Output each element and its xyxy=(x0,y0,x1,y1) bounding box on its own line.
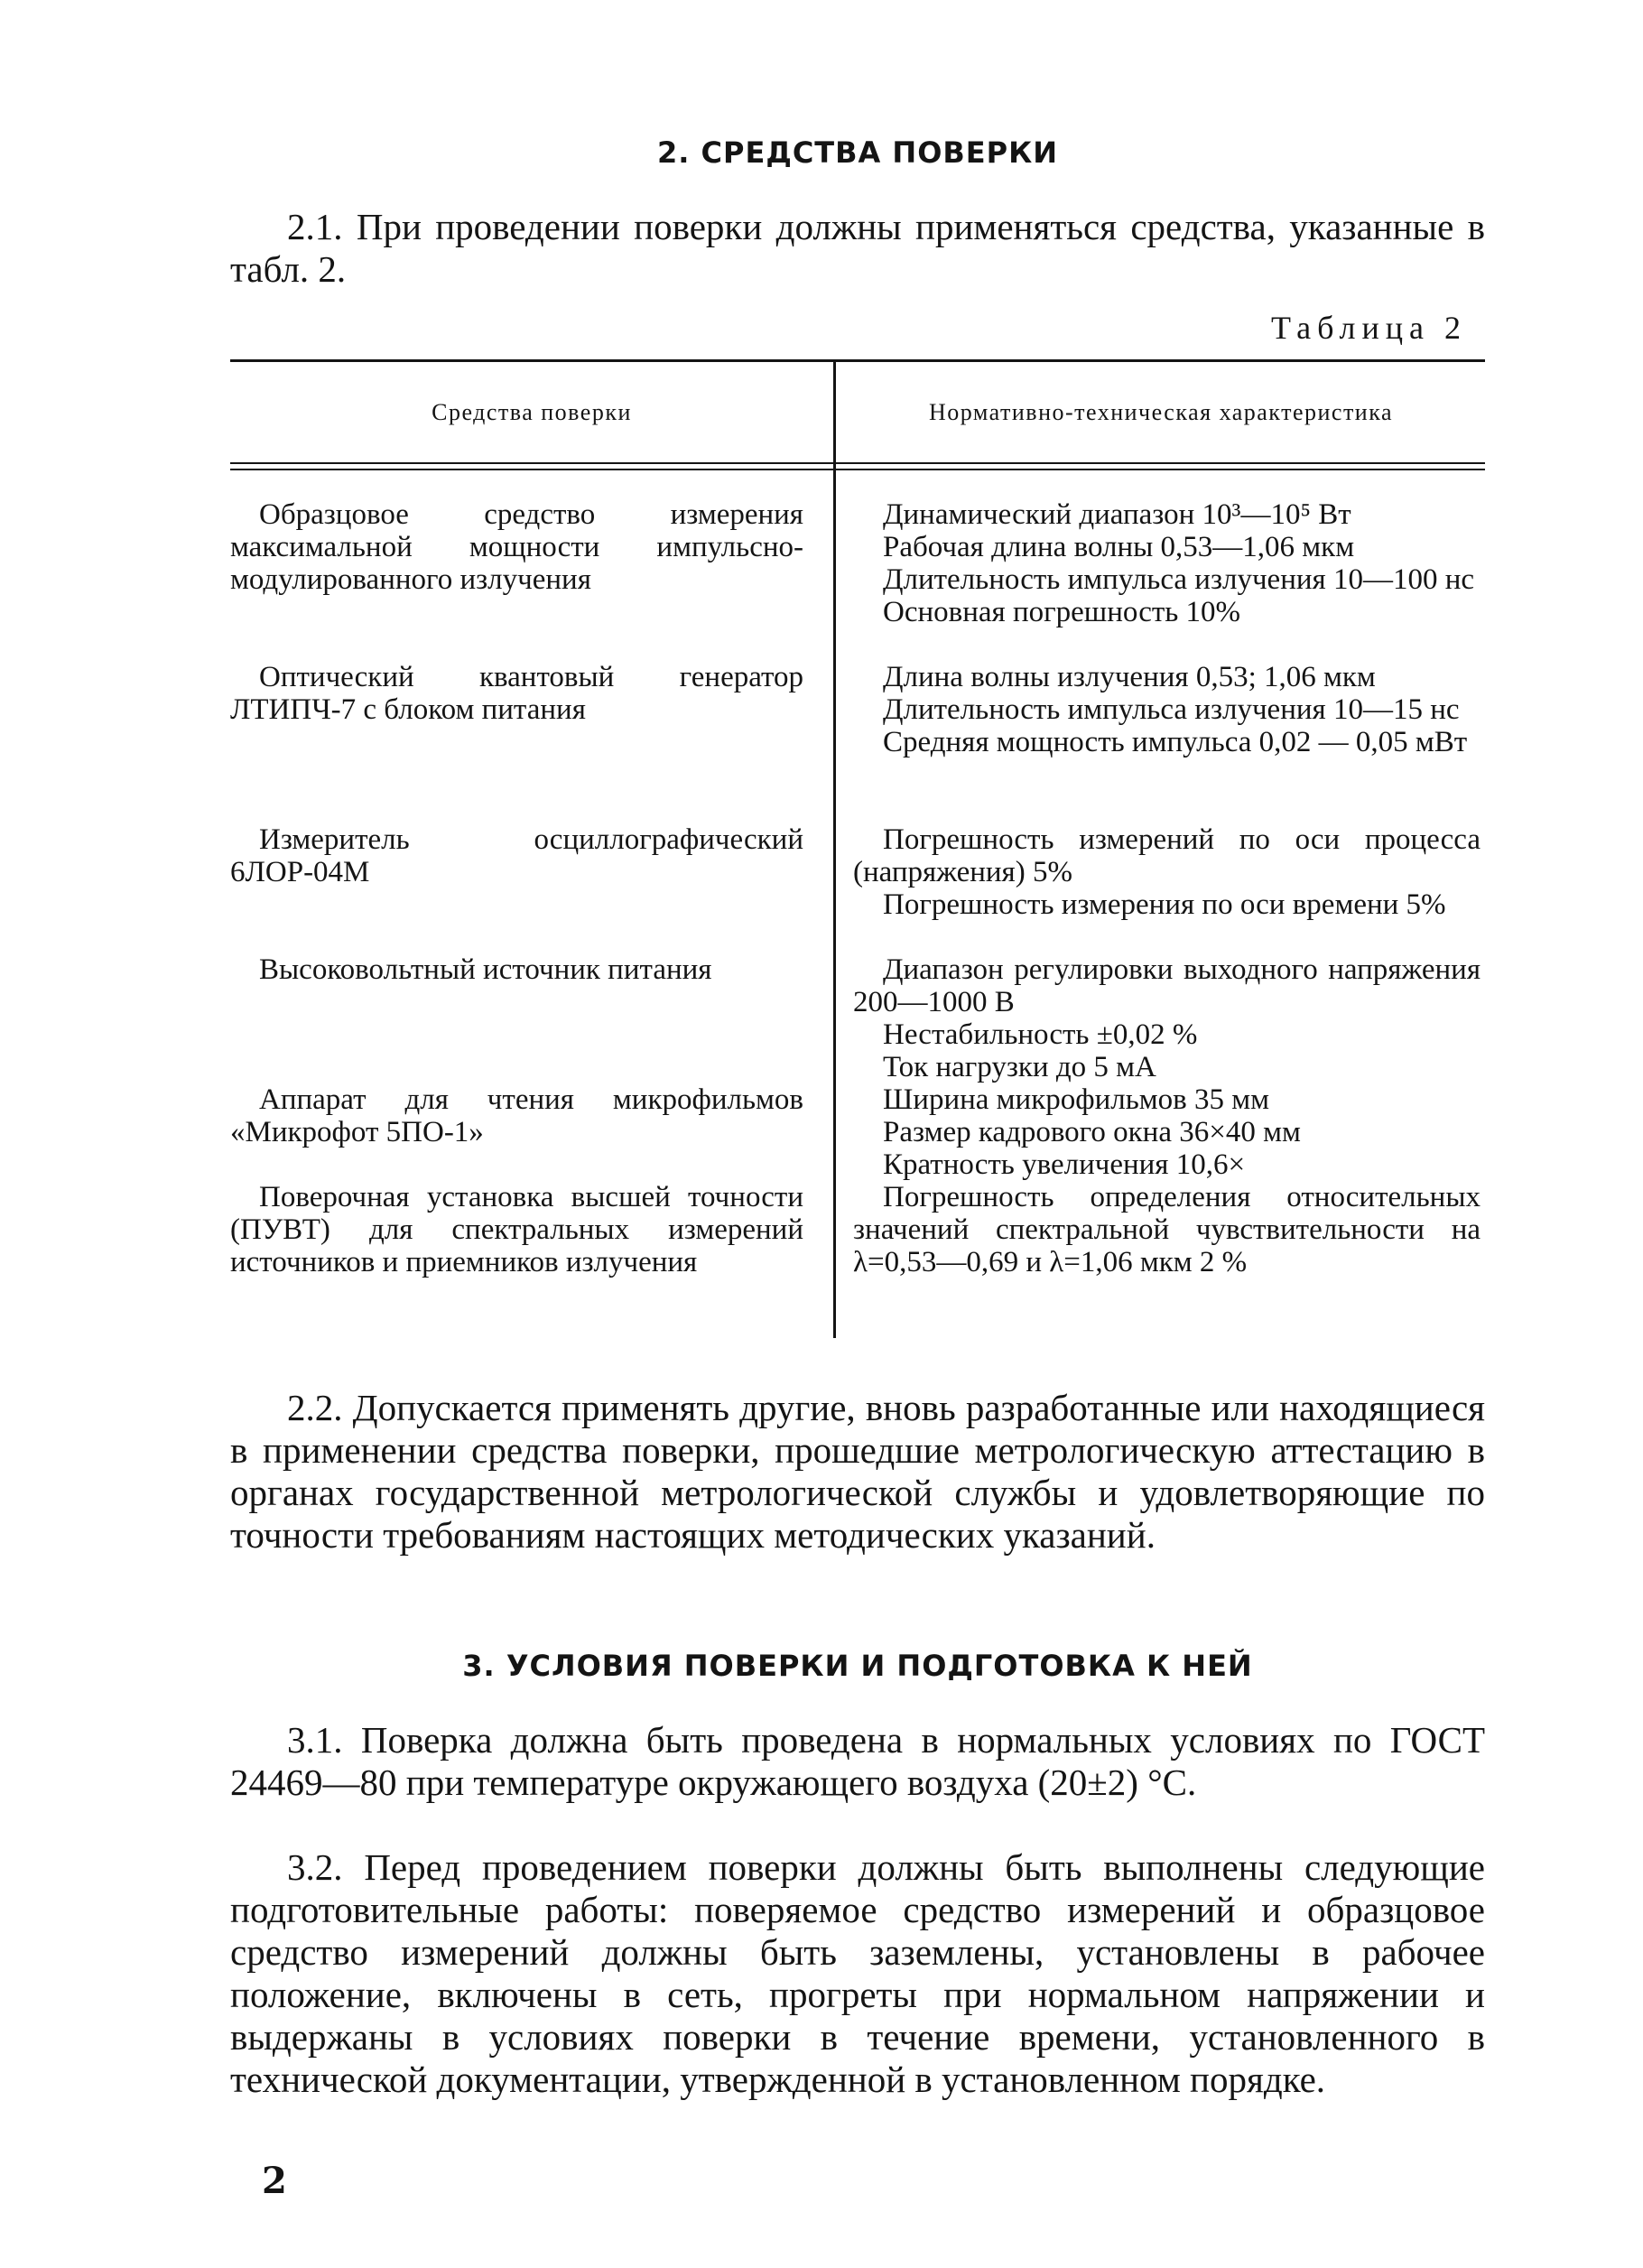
spec-line: Ток нагрузки до 5 мА xyxy=(883,1051,1156,1083)
paragraph-3-2: 3.2. Перед проведением поверки должны быть выполнены следующие подготовительные работы: поверяемое средство измерений и образцовое средство измерений должны быть заземлены, установлены в рабочее положение, включены в сеть, прогреты при нормальном напряжении и выдержаны в условиях поверки в течение времени, установленного в технической документации, утвержденной в установленном порядке. xyxy=(230,1846,1485,2100)
section-3-title: 3. УСЛОВИЯ ПОВЕРКИ И ПОДГОТОВКА К НЕЙ xyxy=(462,1649,1253,1683)
spec-line: Погрешность измерений по оси процесса (напряжения) 5% xyxy=(853,823,1481,888)
table-row-instrument: Измеритель осциллографический 6ЛОР-04М xyxy=(230,823,803,888)
spec-line: Размер кадрового окна 36×40 мм xyxy=(883,1116,1301,1148)
section-2-title: 2. СРЕДСТВА ПОВЕРКИ xyxy=(656,135,1059,170)
spec-line: Основная погрешность 10% xyxy=(883,596,1241,628)
table-row-specs xyxy=(853,1181,1481,1278)
spec-line: Диапазон регулировки выходного напряжения 200—1000 В xyxy=(853,953,1481,1018)
table-row-specs xyxy=(853,661,1481,758)
spec-line: Кратность увеличения 10,6× xyxy=(883,1148,1246,1181)
spec-line: Длительность импульса излучения 10—100 нс xyxy=(883,563,1475,596)
table-row-specs xyxy=(853,953,1481,1083)
spec-line: Погрешность определения относительных значений спектральной чувствительности на λ=0,53—0,69 и λ=1,06 мкм 2 % xyxy=(853,1181,1481,1278)
table-column-divider xyxy=(833,361,836,1338)
spec-line: Нестабильность ±0,02 % xyxy=(883,1018,1198,1051)
spec-line: Погрешность измерения по оси времени 5% xyxy=(883,888,1446,921)
table-row-instrument: Оптический квантовый генератор ЛТИПЧ-7 с блоком питания xyxy=(230,661,803,726)
paragraph-2-1: 2.1. При проведении поверки должны применяться средства, указанные в табл. 2. xyxy=(230,206,1485,290)
spec-line: Ширина микрофильмов 35 мм xyxy=(883,1083,1270,1116)
table-row-specs xyxy=(853,823,1481,921)
table-caption: Таблица 2 xyxy=(1271,310,1467,346)
table-header-instrument: Средства поверки xyxy=(432,399,632,425)
spec-line: Рабочая длина волны 0,53—1,06 мкм xyxy=(883,531,1355,563)
table-row-instrument: Высоковольтный источник питания xyxy=(259,953,712,986)
spec-line: Динамический диапазон 10³—10⁵ Вт xyxy=(883,498,1351,531)
table-header-specs: Нормативно-техническая характеристика xyxy=(928,399,1394,425)
spec-line: Средняя мощность импульса 0,02 — 0,05 мВт xyxy=(883,726,1468,758)
table-row-instrument: Образцовое средство измерения максимальной мощности импульсно-модулированного излучения xyxy=(230,498,803,596)
page-number: 2 xyxy=(262,2160,287,2202)
table-header-rule-1 xyxy=(230,462,1485,464)
paragraph-3-1: 3.1. Поверка должна быть проведена в нормальных условиях по ГОСТ 24469—80 при температуре окружающего воздуха (20±2) °С. xyxy=(230,1719,1485,1803)
table-row-specs xyxy=(853,498,1481,628)
table-header-rule-2 xyxy=(230,469,1485,470)
table-row-instrument: Поверочная установка высшей точности (ПУВТ) для спектральных измерений источников и приемников излучения xyxy=(230,1181,803,1278)
spec-line: Длительность импульса излучения 10—15 нс xyxy=(883,693,1460,726)
table-row-instrument: Аппарат для чтения микрофильмов «Микрофот 5ПО-1» xyxy=(230,1083,803,1148)
table-top-rule xyxy=(230,359,1485,362)
table-row-specs xyxy=(853,1083,1481,1181)
paragraph-2-2: 2.2. Допускается применять другие, вновь разработанные или находящиеся в применении средства поверки, прошедшие метрологическую аттестацию в органах государственной метрологической службы и удовлетворяющие по точности требованиям настоящих методических указаний. xyxy=(230,1387,1485,1556)
spec-line: Длина волны излучения 0,53; 1,06 мкм xyxy=(883,661,1376,693)
